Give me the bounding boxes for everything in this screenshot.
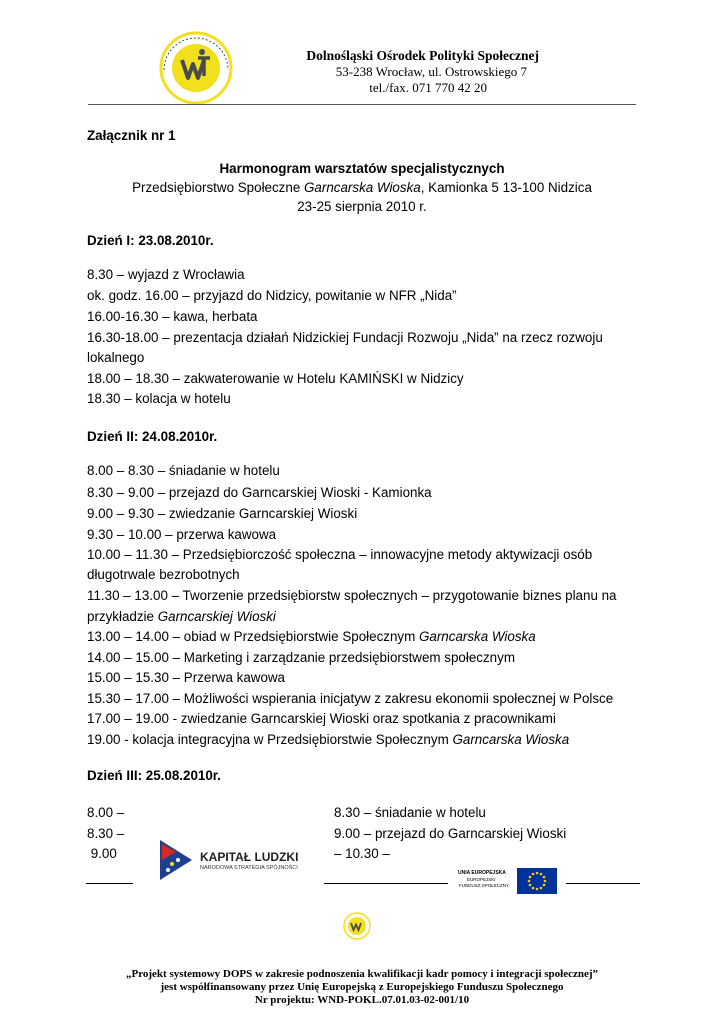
venue-prefix: Przedsiębiorstwo Społeczne [132,180,304,195]
day2-item: 9.30 – 10.00 – przerwa kawowa [87,527,277,542]
table-rule [566,883,640,884]
day3-left-time: 9.00 [87,846,117,861]
org-name: Dolnośląski Ośrodek Polityki Społecznej [306,48,539,63]
dops-logo-small-icon [343,912,371,940]
org-address: 53-238 Wrocław, ul. Ostrowskiego 7 [335,64,527,79]
header-divider [88,104,636,105]
footer-funding: jest współfinansowany przez Unię Europejską z Europejskiego Funduszu Społecznego [160,981,564,993]
kapital-ludzki-icon [156,838,196,882]
day1-item: lokalnego [87,350,145,365]
day3-right-item: – 10.30 – [334,846,390,861]
footer-project: „Projekt systemowy DOPS w zakresie podnoszenia kwalifikacji kadr pomocy i integracji społecznej” [125,968,599,980]
day2-item-text: 13.00 – 14.00 – obiad w Przedsiębiorstwie Społecznym [87,629,419,644]
day1-item: 16.00-16.30 – kawa, herbata [87,309,258,324]
venue-name: Garncarska Wioska [304,180,421,195]
day2-item [87,732,569,747]
attachment-label: Załącznik nr 1 [87,128,176,143]
kapital-ludzki-subtitle: NARODOWA STRATEGIA SPÓJNOŚCI [200,865,298,871]
footer-logo [343,912,371,940]
day2-item-italic: Garncarska Wioska [452,732,570,747]
day1-item: 18.30 – kolacja w hotelu [87,391,231,406]
footer-project-number: Nr projektu: WND-POKL.07.01.03-02-001/10 [254,994,470,1006]
day2-item: 8.30 – 9.00 – przejazd do Garncarskiej Wioski - Kamionka [87,485,432,500]
eu-flag-icon [517,868,557,894]
document-title: Harmonogram warsztatów specjalistycznych [219,161,505,176]
day2-item-italic: Garncarska Wioska [418,629,536,644]
org-phone: tel./fax. 071 770 42 20 [369,80,487,95]
workshop-dates: 23-25 sierpnia 2010 r. [297,199,427,214]
day2-item-text: przykładzie [87,609,158,624]
day2-item: 14.00 – 15.00 – Marketing i zarządzanie przedsiębiorstwem społecznym [87,650,515,665]
day3-right-item: 8.30 – śniadanie w hotelu [334,805,486,820]
day1-item: ok. godz. 16.00 – przyjazd do Nidzicy, powitanie w NFR „Nida” [87,288,457,303]
eu-efs-logo [451,864,559,894]
day2-item: 15.00 – 15.30 – Przerwa kawowa [87,670,286,685]
kapital-ludzki-logo [156,838,306,882]
day1-item: 16.30-18.00 – prezentacja działań Nidzickiej Fundacji Rozwoju „Nida” na rzecz rozwoju [87,330,603,345]
venue-line [0,180,724,195]
day3-right-item: 9.00 – przejazd do Garncarskiej Wioski [334,826,567,841]
day2-heading: Dzień II: 24.08.2010r. [87,429,218,444]
day2-item: 10.00 – 11.30 – Przedsiębiorczość społeczna – innowacyjne metody aktywizacji osób [87,547,593,562]
day2-item-text: 19.00 - kolacja integracyjna w Przedsiębiorstwie Społecznym [87,732,453,747]
dops-logo-icon [158,30,234,106]
day2-item: 17.00 – 19.00 - zwiedzanie Garncarskiej Wioski oraz spotkania z pracownikami [87,711,556,726]
table-rule [86,883,133,884]
venue-suffix: , Kamionka 5 13-100 Nidzica [420,180,592,195]
day2-item: 8.00 – 8.30 – śniadanie w hotelu [87,463,280,478]
eu-line3: FUNDUSZ SPOŁECZNY [459,883,510,888]
header-logo [158,30,234,106]
day1-heading: Dzień I: 23.08.2010r. [87,233,214,248]
eu-line2: EUROPEJSKI [467,877,496,882]
day2-item: 11.30 – 13.00 – Tworzenie przedsiębiorstw społecznych – przygotowanie biznes planu na [87,588,617,603]
eu-line1: UNIA EUROPEJSKA [458,870,506,876]
day2-item: 9.00 – 9.30 – zwiedzanie Garncarskiej Wioski [87,506,358,521]
day3-heading: Dzień III: 25.08.2010r. [87,768,221,783]
day2-item: długotrwale bezrobotnych [87,567,240,582]
day2-item [87,629,536,644]
day2-item [87,609,276,624]
table-rule [324,883,448,884]
day2-item-italic: Garncarskiej Wioski [157,609,276,624]
kapital-ludzki-title: KAPITAŁ LUDZKI [200,850,299,864]
day2-item: 15.30 – 17.00 – Możliwości wspierania inicjatyw z zakresu ekonomii społecznej w Polsce [87,691,614,706]
day1-item: 18.00 – 18.30 – zakwaterowanie w Hotelu KAMIŃSKI w Nidzicy [87,371,464,386]
day1-item: 8.30 – wyjazd z Wrocławia [87,267,245,282]
day3-left-time: 8.00 – [87,805,125,820]
day3-left-time: 8.30 – [87,826,125,841]
